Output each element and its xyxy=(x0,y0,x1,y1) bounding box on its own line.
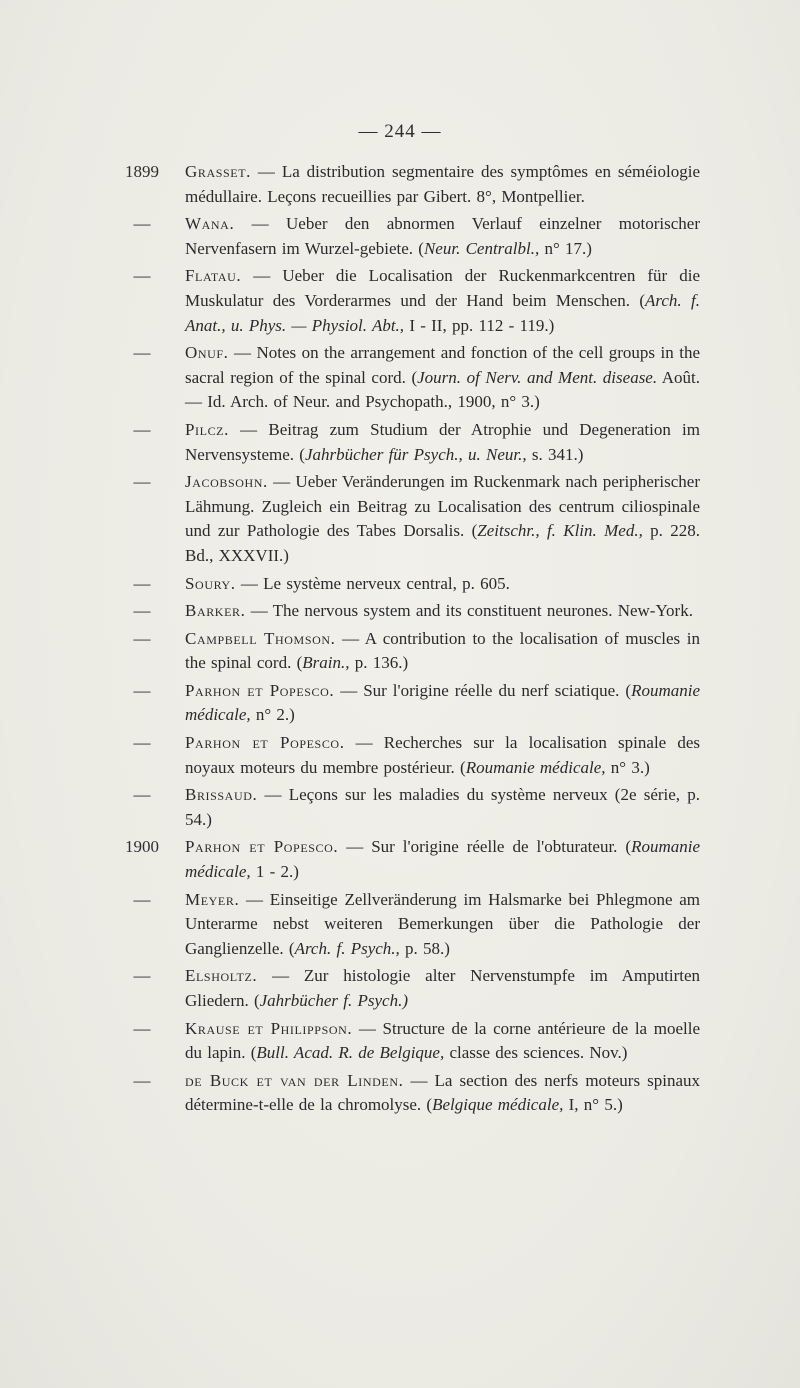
entry-title: — Einseitige Zellveränderung im Halsmarke bei Phlegmone am Unterarme nebst weiteren Bemerkungen über die Pathologie der Ganglienzelle. ( xyxy=(185,889,700,958)
entry-text xyxy=(185,341,700,415)
bibliography-entry xyxy=(0,341,800,415)
entry-year: 1900 xyxy=(125,837,159,857)
entry-text xyxy=(185,599,700,624)
entry-dash: — xyxy=(133,680,151,700)
entry-title: — Ueber Veränderungen im Ruckenmark nach peripherischer Lähmung. Zugleich ein Beitrag zu Localisation des centrum ciliospinale und zur Pathologie des Tabes Dorsalis. ( xyxy=(185,472,700,541)
entry-dash: — xyxy=(133,966,151,986)
entry-source: Jahrbücher für Psych., u. Neur., xyxy=(304,444,527,464)
entry-reference: s. 341.) xyxy=(526,444,584,464)
entry-text xyxy=(185,1069,700,1118)
bibliography-entry xyxy=(0,888,800,962)
entry-title: — Sur l'origine réelle du nerf sciatique. ( xyxy=(334,680,632,700)
entry-title: — Sur l'origine réelle de l'obturateur. ( xyxy=(338,837,632,857)
bibliography-entry xyxy=(0,160,800,209)
entry-text xyxy=(185,264,700,338)
entry-text xyxy=(185,731,700,780)
entry-source: Roumanie médicale, xyxy=(465,757,606,777)
entry-dash: — xyxy=(133,601,151,621)
entry-reference: n° 17.) xyxy=(539,238,592,258)
entry-title: — Le système nerveux central, p. 605. xyxy=(235,573,510,593)
entry-author: Jacobsohn. xyxy=(185,472,268,492)
entry-author: Brissaud. xyxy=(185,785,258,805)
entry-dash: — xyxy=(133,628,151,648)
entry-dash: — xyxy=(133,266,151,286)
entry-text xyxy=(185,888,700,962)
entry-text xyxy=(185,418,700,467)
entry-title: — The nervous system and its constituent neurones. New-York. xyxy=(245,601,693,621)
entry-dash: — xyxy=(133,472,151,492)
entry-text xyxy=(185,679,700,728)
entry-text xyxy=(185,572,700,597)
entry-title: — Leçons sur les maladies du système nerveux (2e série, p. 54.) xyxy=(185,785,700,829)
bibliography-list xyxy=(0,160,800,1121)
bibliography-entry xyxy=(0,835,800,884)
entry-reference: n° 2.) xyxy=(250,705,295,725)
entry-source: Arch. f. Psych., xyxy=(294,938,400,958)
entry-dash: — xyxy=(133,214,151,234)
entry-reference: I, n° 5.) xyxy=(563,1095,623,1115)
entry-author: Pilcz. xyxy=(185,419,229,439)
entry-reference: Août. — Id. Arch. of Neur. and Psychopath., 1900, n° 3.) xyxy=(185,367,700,412)
bibliography-entry xyxy=(0,572,800,597)
bibliography-entry xyxy=(0,264,800,338)
entry-source: Arch. f. Anat., u. Phys. — Physiol. Abt., xyxy=(185,290,700,335)
bibliography-entry xyxy=(0,599,800,624)
entry-text xyxy=(185,160,700,209)
entry-title: — Ueber den abnormen Verlauf einzelner motorischer Nervenfasern im Wurzel-gebiete. ( xyxy=(185,214,700,258)
entry-dash: — xyxy=(133,573,151,593)
entry-title: — Beitrag zum Studium der Atrophie und Degeneration im Nervensysteme. ( xyxy=(185,419,700,464)
entry-author: Campbell Thomson. xyxy=(185,628,336,648)
bibliography-entry xyxy=(0,964,800,1013)
entry-author: Onuf. xyxy=(185,343,229,363)
bibliography-entry xyxy=(0,418,800,467)
entry-dash: — xyxy=(133,889,151,909)
entry-source: Neur. Centralbl., xyxy=(423,238,540,258)
entry-text xyxy=(185,1017,700,1066)
entry-author: de Buck et van der Linden. xyxy=(185,1070,404,1090)
entry-author: Parhon et Popesco. xyxy=(185,680,335,700)
entry-title: — Recherches sur la localisation spinale des noyaux moteurs du membre postérieur. ( xyxy=(185,733,700,777)
entry-author: Grasset. xyxy=(185,162,252,181)
entry-year: 1899 xyxy=(125,162,159,181)
entry-reference: classe des sciences. Nov.) xyxy=(444,1043,628,1063)
entry-author: Barker. xyxy=(185,601,246,621)
entry-source: Roumanie médicale, xyxy=(185,837,700,882)
entry-reference: p. 136.) xyxy=(349,653,409,673)
entry-dash: — xyxy=(133,343,151,363)
entry-title: — Ueber die Localisation der Ruckenmarkcentren für die Muskulatur des Vorderarmes und der Hand beim Menschen. ( xyxy=(185,266,700,310)
entry-text xyxy=(185,783,700,832)
entry-author: Wana. xyxy=(185,214,235,234)
entry-dash: — xyxy=(133,419,151,439)
entry-text xyxy=(185,964,700,1013)
entry-author: Soury. xyxy=(185,573,236,593)
entry-author: Parhon et Popesco. xyxy=(185,733,345,753)
entry-reference: 1 - 2.) xyxy=(250,862,299,882)
entry-reference: I - II, pp. 112 - 119.) xyxy=(404,315,555,335)
entry-author: Parhon et Popesco. xyxy=(185,837,339,857)
entry-dash: — xyxy=(133,1070,151,1090)
entry-author: Meyer. xyxy=(185,889,240,909)
entry-dash: — xyxy=(133,733,151,753)
entry-reference: n° 3.) xyxy=(605,757,650,777)
entry-author: Flatau. xyxy=(185,266,242,286)
entry-title: — La section des nerfs moteurs spinaux détermine-t-elle de la chromolyse. ( xyxy=(185,1070,700,1115)
entry-source: Brain., xyxy=(302,653,350,673)
bibliography-entry xyxy=(0,679,800,728)
bibliography-entry xyxy=(0,470,800,568)
entry-title: — La distribution segmentaire des symptômes en séméiologie médullaire. Leçons recueillies par Gibert. 8°, Montpellier. xyxy=(185,162,700,206)
bibliography-entry xyxy=(0,1017,800,1066)
entry-source: Bull. Acad. R. de Belgique, xyxy=(256,1043,445,1063)
entry-reference: p. 58.) xyxy=(399,938,450,958)
entry-title: — Zur histologie alter Nervenstumpfe im Amputirten Gliedern. ( xyxy=(185,966,700,1010)
entry-author: Elsholtz. xyxy=(185,966,258,986)
entry-source: Journ. of Nerv. and Ment. disease. xyxy=(417,367,658,387)
entry-source: Jahrbücher f. Psych.) xyxy=(259,991,408,1010)
bibliography-entry xyxy=(0,1069,800,1118)
bibliography-entry xyxy=(0,627,800,676)
entry-title: — A contribution to the localisation of muscles in the spinal cord. ( xyxy=(185,628,700,673)
entry-text xyxy=(185,627,700,676)
page-number: — 244 — xyxy=(358,121,442,142)
bibliography-entry xyxy=(0,783,800,832)
entry-dash: — xyxy=(133,1018,151,1038)
entry-author: Krause et Philippson. xyxy=(185,1018,353,1038)
entry-text xyxy=(185,212,700,261)
entry-source: Belgique médicale, xyxy=(432,1095,564,1115)
entry-text xyxy=(185,470,700,568)
entry-source: Zeitschr., f. Klin. Med., xyxy=(477,521,643,541)
entry-reference: p. 228. Bd., XXXVII.) xyxy=(185,521,700,565)
bibliography-entry xyxy=(0,731,800,780)
entry-source: Roumanie médicale, xyxy=(185,680,701,725)
entry-dash: — xyxy=(133,785,151,805)
entry-title: — Structure de la corne antérieure de la moelle du lapin. ( xyxy=(185,1018,700,1063)
bibliography-entry xyxy=(0,212,800,261)
entry-title: — Notes on the arrangement and fonction of the cell groups in the sacral region of the spinal cord. ( xyxy=(185,343,700,387)
entry-text xyxy=(185,835,700,884)
